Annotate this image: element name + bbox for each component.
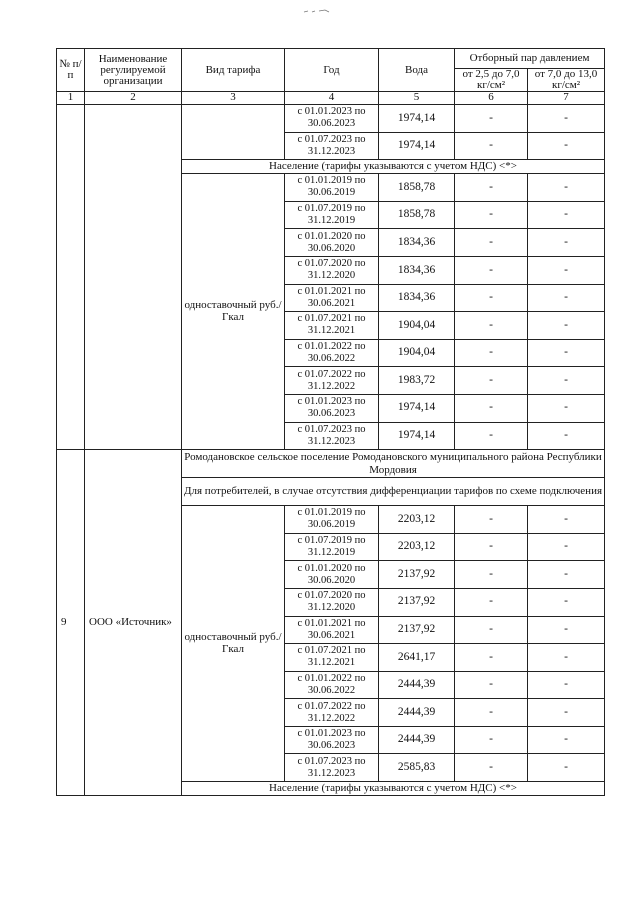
- period-cell: с 01.07.2021 по 31.12.2021: [285, 644, 379, 672]
- organization-name: ООО «Источник»: [85, 450, 182, 796]
- period-cell: с 01.01.2022 по 30.06.2022: [285, 339, 379, 367]
- water-value: 1904,04: [379, 339, 455, 367]
- tariff-type-cell: [182, 105, 285, 160]
- steam-low-value: -: [455, 312, 528, 340]
- steam-low-value: -: [455, 754, 528, 782]
- column-number: 5: [379, 92, 455, 105]
- steam-high-value: -: [528, 256, 605, 284]
- steam-low-value: -: [455, 394, 528, 422]
- steam-low-value: -: [455, 726, 528, 754]
- period-cell: с 01.07.2022 по 31.12.2022: [285, 699, 379, 727]
- steam-high-value: -: [528, 506, 605, 534]
- water-value: 1834,36: [379, 284, 455, 312]
- steam-low-value: -: [455, 506, 528, 534]
- column-number: 4: [285, 92, 379, 105]
- steam-high-value: -: [528, 561, 605, 589]
- period-cell: с 01.01.2023 по 30.06.2023: [285, 105, 379, 133]
- table-row: [57, 105, 605, 133]
- tariff-table: [56, 48, 605, 796]
- water-value: 1834,36: [379, 229, 455, 257]
- water-value: 2203,12: [379, 506, 455, 534]
- water-value: 1904,04: [379, 312, 455, 340]
- water-value: 1974,14: [379, 132, 455, 160]
- water-value: 2203,12: [379, 533, 455, 561]
- header-steam-high: от 7,0 до 13,0 кг/см²: [528, 69, 605, 92]
- steam-high-value: -: [528, 671, 605, 699]
- table-header: [57, 49, 605, 105]
- steam-high-value: -: [528, 394, 605, 422]
- steam-low-value: -: [455, 132, 528, 160]
- period-cell: с 01.01.2020 по 30.06.2020: [285, 229, 379, 257]
- steam-low-value: -: [455, 588, 528, 616]
- consumers-heading: Для потребителей, в случае отсутствия дифференциации тарифов по схеме подключения: [182, 478, 605, 506]
- steam-high-value: -: [528, 312, 605, 340]
- water-value: 2137,92: [379, 561, 455, 589]
- period-cell: с 01.01.2019 по 30.06.2019: [285, 174, 379, 202]
- steam-low-value: -: [455, 671, 528, 699]
- steam-low-value: -: [455, 616, 528, 644]
- row-number: 9: [57, 450, 85, 796]
- steam-high-value: -: [528, 644, 605, 672]
- steam-high-value: -: [528, 174, 605, 202]
- water-value: 2641,17: [379, 644, 455, 672]
- water-value: 1974,14: [379, 422, 455, 450]
- steam-high-value: -: [528, 616, 605, 644]
- steam-low-value: -: [455, 699, 528, 727]
- period-cell: с 01.01.2022 по 30.06.2022: [285, 671, 379, 699]
- steam-low-value: -: [455, 533, 528, 561]
- water-value: 1858,78: [379, 174, 455, 202]
- number-cell: [57, 105, 85, 450]
- steam-high-value: -: [528, 201, 605, 229]
- steam-high-value: -: [528, 105, 605, 133]
- steam-high-value: -: [528, 229, 605, 257]
- header-number: № п/п: [57, 49, 85, 92]
- steam-low-value: -: [455, 367, 528, 395]
- population-heading: Население (тарифы указываются с учетом НДС) <*>: [182, 782, 605, 796]
- period-cell: с 01.01.2019 по 30.06.2019: [285, 506, 379, 534]
- steam-high-value: -: [528, 588, 605, 616]
- column-number: 2: [85, 92, 182, 105]
- scan-artifact-mark: [303, 8, 331, 14]
- header-tariff-type: Вид тарифа: [182, 49, 285, 92]
- period-cell: с 01.07.2022 по 31.12.2022: [285, 367, 379, 395]
- column-number: 7: [528, 92, 605, 105]
- period-cell: с 01.01.2020 по 30.06.2020: [285, 561, 379, 589]
- steam-high-value: -: [528, 284, 605, 312]
- steam-low-value: -: [455, 229, 528, 257]
- column-number: 1: [57, 92, 85, 105]
- water-value: 1858,78: [379, 201, 455, 229]
- steam-high-value: -: [528, 422, 605, 450]
- water-value: 1983,72: [379, 367, 455, 395]
- steam-low-value: -: [455, 561, 528, 589]
- organization-cell: [85, 105, 182, 450]
- period-cell: с 01.07.2020 по 31.12.2020: [285, 256, 379, 284]
- steam-high-value: -: [528, 132, 605, 160]
- steam-low-value: -: [455, 256, 528, 284]
- water-value: 2444,39: [379, 726, 455, 754]
- header-year: Год: [285, 49, 379, 92]
- period-cell: с 01.01.2021 по 30.06.2021: [285, 284, 379, 312]
- steam-low-value: -: [455, 105, 528, 133]
- period-cell: с 01.07.2023 по 31.12.2023: [285, 132, 379, 160]
- period-cell: с 01.07.2021 по 31.12.2021: [285, 312, 379, 340]
- period-cell: с 01.01.2023 по 30.06.2023: [285, 394, 379, 422]
- header-water: Вода: [379, 49, 455, 92]
- period-cell: с 01.07.2023 по 31.12.2023: [285, 754, 379, 782]
- steam-low-value: -: [455, 339, 528, 367]
- steam-high-value: -: [528, 533, 605, 561]
- section-row: [57, 450, 605, 478]
- period-cell: с 01.07.2020 по 31.12.2020: [285, 588, 379, 616]
- water-value: 1974,14: [379, 394, 455, 422]
- column-number: 3: [182, 92, 285, 105]
- period-cell: с 01.07.2023 по 31.12.2023: [285, 422, 379, 450]
- steam-low-value: -: [455, 422, 528, 450]
- water-value: 2137,92: [379, 616, 455, 644]
- tariff-type-cell: одноставочный руб./Гкал: [182, 506, 285, 782]
- header-organization: Наименование регулируемой организации: [85, 49, 182, 92]
- steam-high-value: -: [528, 367, 605, 395]
- steam-high-value: -: [528, 339, 605, 367]
- water-value: 2444,39: [379, 671, 455, 699]
- header-steam-group: Отборный пар давлением: [455, 49, 605, 69]
- steam-low-value: -: [455, 644, 528, 672]
- steam-high-value: -: [528, 754, 605, 782]
- water-value: 2137,92: [379, 588, 455, 616]
- water-value: 2585,83: [379, 754, 455, 782]
- header-steam-low: от 2,5 до 7,0 кг/см²: [455, 69, 528, 92]
- steam-low-value: -: [455, 201, 528, 229]
- steam-low-value: -: [455, 284, 528, 312]
- water-value: 2444,39: [379, 699, 455, 727]
- steam-high-value: -: [528, 699, 605, 727]
- period-cell: с 01.07.2019 по 31.12.2019: [285, 201, 379, 229]
- water-value: 1974,14: [379, 105, 455, 133]
- tariff-type-cell: одноставочный руб./Гкал: [182, 174, 285, 450]
- period-cell: с 01.07.2019 по 31.12.2019: [285, 533, 379, 561]
- steam-low-value: -: [455, 174, 528, 202]
- water-value: 1834,36: [379, 256, 455, 284]
- column-number: 6: [455, 92, 528, 105]
- period-cell: с 01.01.2023 по 30.06.2023: [285, 726, 379, 754]
- steam-high-value: -: [528, 726, 605, 754]
- population-heading: Население (тарифы указываются с учетом НДС) <*>: [182, 160, 605, 174]
- settlement-heading: Ромодановское сельское поселение Ромодановского муниципального района Республики Мордовия: [182, 450, 605, 478]
- period-cell: с 01.01.2021 по 30.06.2021: [285, 616, 379, 644]
